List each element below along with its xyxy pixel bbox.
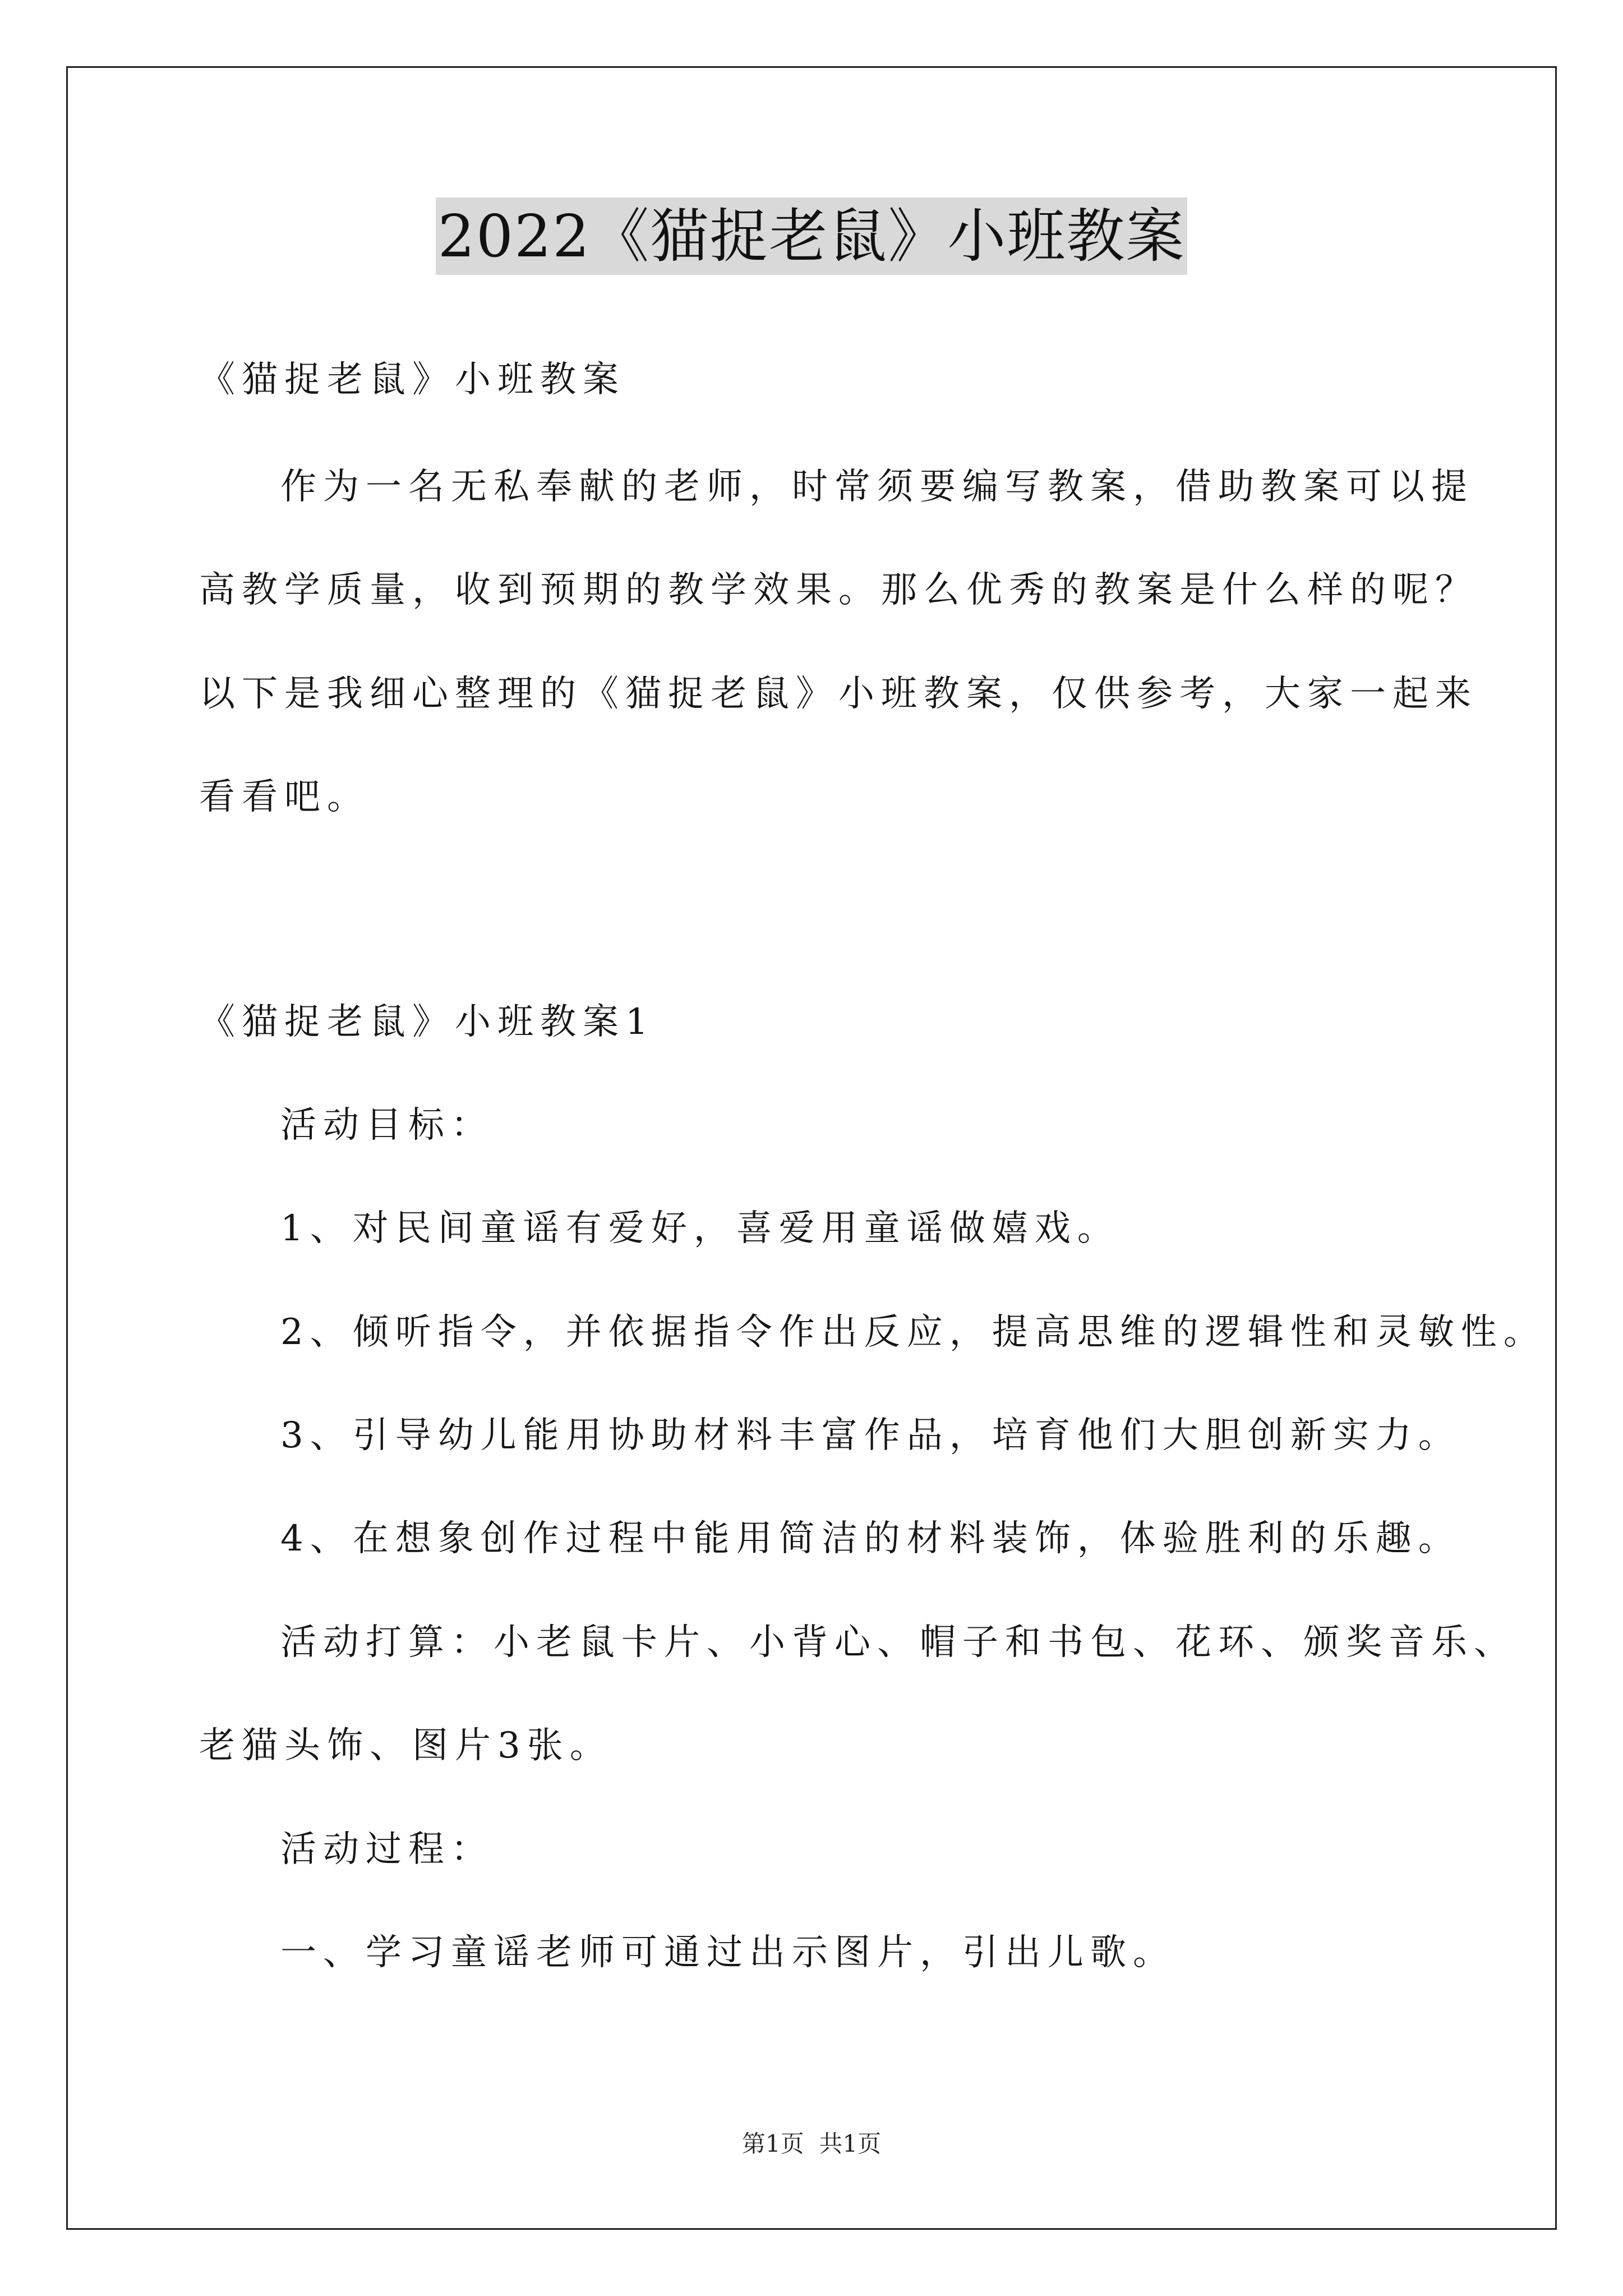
document-title: 2022《猫捉老鼠》小班教案: [436, 197, 1188, 275]
intro-line-4: 看看吧。: [199, 776, 370, 818]
preparation-line-2: 老猫头饰、图片3张。: [199, 1725, 612, 1766]
objective-1: 1、对民间童谣有爱好，喜爱用童谣做嬉戏。: [280, 1208, 1120, 1249]
objective-4: 4、在想象创作过程中能用简洁的材料装饰，体验胜利的乐趣。: [280, 1518, 1461, 1559]
process-heading: 活动过程：: [280, 1829, 494, 1870]
intro-line-3: 以下是我细心整理的《猫捉老鼠》小班教案，仅供参考，大家一起来: [199, 673, 1478, 715]
intro-line-1: 作为一名无私奉献的老师，时常须要编写教案，借助教案可以提: [280, 466, 1474, 508]
title-container: [0, 197, 1623, 275]
intro-line-2: 高教学质量，收到预期的教学效果。那么优秀的教案是什么样的呢？: [199, 569, 1478, 611]
objective-2: 2、倾听指令，并依据指令作出反应，提高思维的逻辑性和灵敏性。: [280, 1312, 1546, 1353]
page-footer: 第1页 共1页: [741, 2130, 882, 2157]
objectives-heading: 活动目标：: [280, 1105, 494, 1146]
preparation-line-1: 活动打算：小老鼠卡片、小背心、帽子和书包、花环、颁奖音乐、: [280, 1622, 1516, 1663]
objective-3: 3、引导幼儿能用协助材料丰富作品，培育他们大胆创新实力。: [280, 1415, 1461, 1456]
section-heading: 《猫捉老鼠》小班教案1: [199, 1001, 655, 1043]
process-step-1: 一、学习童谣老师可通过出示图片，引出儿歌。: [280, 1932, 1175, 1973]
subtitle-line: 《猫捉老鼠》小班教案: [199, 359, 625, 401]
